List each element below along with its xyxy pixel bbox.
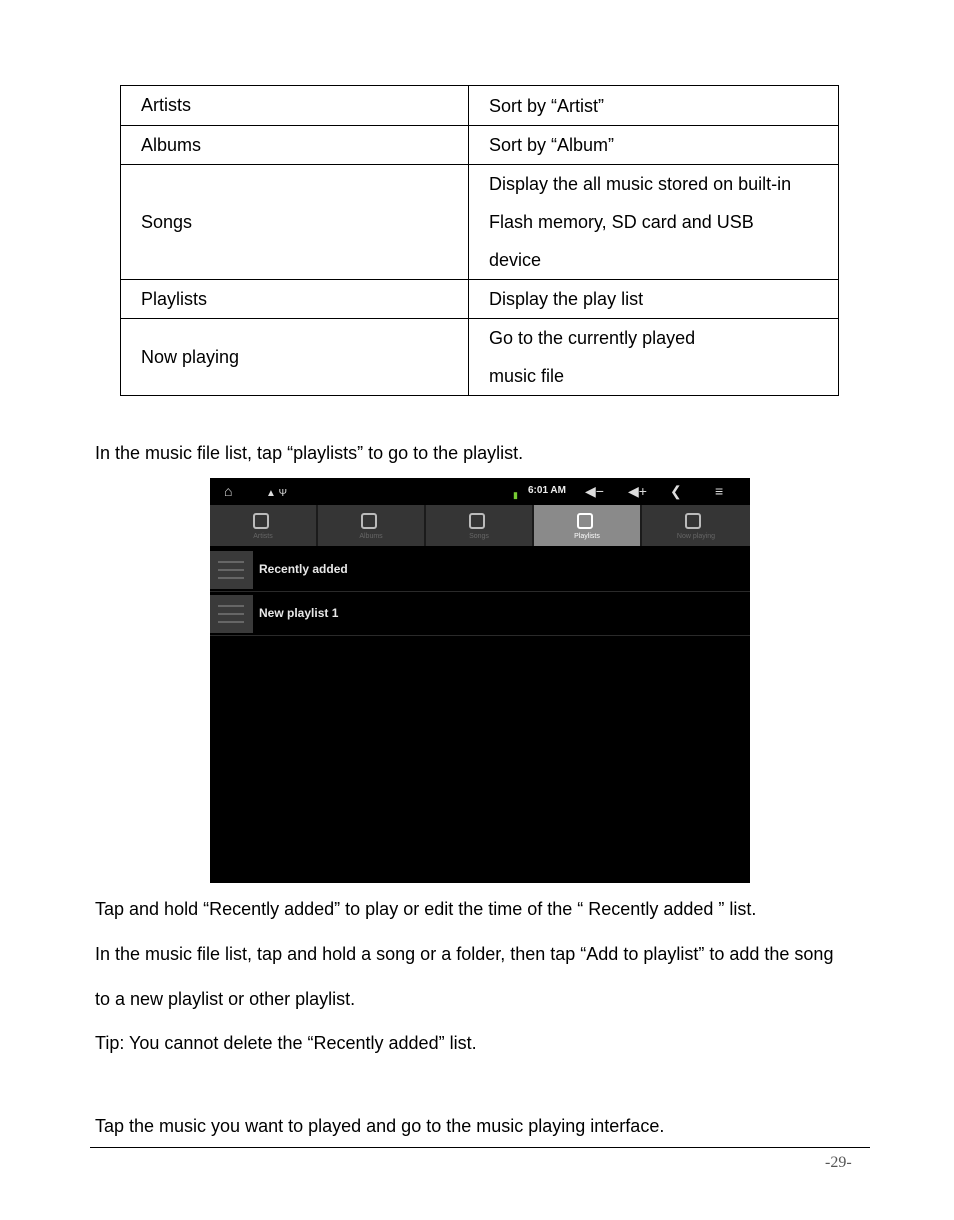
table-cell-desc: Sort by “Album” [469,126,839,165]
table-cell-label: Albums [121,126,469,165]
table-cell-desc: Sort by “Artist” [469,86,839,126]
tab-artists [210,505,318,546]
battery-icon: ▮ [513,490,518,500]
desc-line: music file [489,366,565,386]
tab-songs [426,505,534,546]
music-menu-table [120,85,839,396]
page-number: -29- [825,1154,852,1171]
table-row [121,165,839,280]
list-item [210,548,750,592]
tab-label: Now playing [676,533,716,540]
desc-line: device [489,250,542,270]
table-cell-desc: Display the play list [469,280,839,319]
table-cell-label: Songs [121,165,469,280]
table-cell-desc [469,165,839,280]
device-screenshot [210,478,750,883]
paragraph: Tip: You cannot delete the “Recently added” list. [95,1033,477,1053]
table-row [121,319,839,396]
paragraph: to a new playlist or other playlist. [95,989,356,1009]
list-item [210,592,750,636]
list-item-label: Recently added [259,562,348,576]
table-cell-desc [469,319,839,396]
artists-icon [253,513,269,529]
tab-label: Songs [469,533,489,540]
table-cell-label: Playlists [121,280,469,319]
table-row [121,280,839,319]
tab-label: Artists [253,533,273,540]
notification-icons: ▲ Ψ [266,488,288,499]
playlists-icon [577,513,593,529]
tab-playlists [534,505,642,546]
paragraph: Tap the music you want to played and go to the music playing interface. [95,1116,665,1136]
status-time: 6:01 AM [528,485,566,496]
tab-albums [318,505,426,546]
menu-icon: ≡ [715,483,724,499]
table-cell-label: Artists [121,86,469,126]
volume-down-icon: ◀− [585,483,604,499]
table-row [121,126,839,165]
footer-divider [90,1147,870,1148]
table-cell-label: Now playing [121,319,469,396]
volume-up-icon: ◀+ [628,483,647,499]
desc-line: Flash memory, SD card and USB [489,212,754,232]
home-icon: ⌂ [224,483,233,499]
now-playing-icon [685,513,701,529]
tab-label: Playlists [574,533,600,540]
table-row [121,86,839,126]
desc-line: Display the all music stored on built-in [489,174,792,194]
desc-line: Go to the currently played [489,328,696,348]
playlist-icon [210,595,253,633]
playlist-icon [210,551,253,589]
songs-icon [469,513,485,529]
intro-text: In the music file list, tap “playlists” to go to the playlist. [95,443,524,463]
list-item-label: New playlist 1 [259,606,339,620]
tab-label: Albums [359,533,383,540]
back-icon: ❮ [670,483,682,499]
status-bar [210,478,750,505]
albums-icon [361,513,377,529]
tab-now-playing [642,505,750,546]
tab-bar [210,505,750,546]
paragraph: In the music file list, tap and hold a song or a folder, then tap “Add to playlist” to add the song [95,944,834,964]
paragraph: Tap and hold “Recently added” to play or edit the time of the “ Recently added ” list. [95,899,757,919]
